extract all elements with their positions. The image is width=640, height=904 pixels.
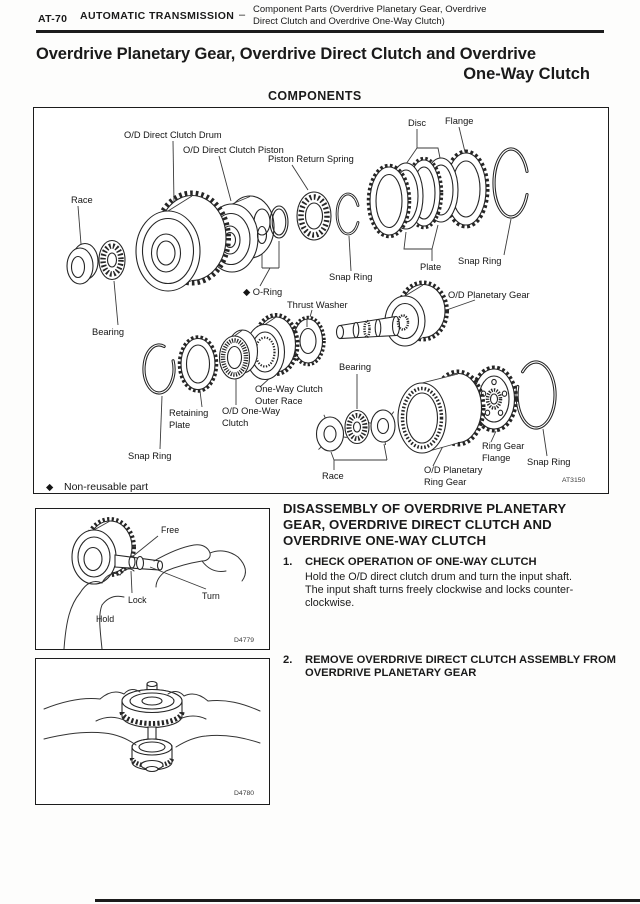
header-reference: [253, 4, 553, 28]
section-title: AUTOMATIC TRANSMISSION: [80, 10, 235, 22]
step2-title-line2: OVERDRIVE PLANETARY GEAR: [305, 666, 477, 679]
fig1-label-free: Free: [161, 525, 180, 535]
label-piston: O/D Direct Clutch Piston: [183, 145, 284, 155]
figure1-drawing: [36, 509, 269, 649]
label-race-bottom: Race: [322, 471, 344, 481]
label-plate: Plate: [420, 262, 442, 272]
label-planetary-ring-gear-2: Ring Gear: [424, 477, 467, 487]
fig1-shaft-graphic: [115, 555, 163, 570]
label-planetary-ring-gear-1: O/D Planetary: [424, 465, 483, 475]
header-divider: –: [239, 9, 246, 21]
label-od-one-way-clutch-1: O/D One-Way: [222, 406, 281, 416]
step2-title: [305, 654, 625, 680]
step1-body-line3: clockwise.: [305, 597, 355, 610]
figure-remove-clutch-assembly: [35, 658, 270, 805]
header-reference-line2: Direct Clutch and Overdrive One-Way Clutch): [253, 16, 445, 27]
page-title-line1: Overdrive Planetary Gear, Overdrive Direct Clutch and Overdrive: [36, 45, 536, 63]
fig2-code: D4780: [234, 790, 255, 797]
label-planetary-gear: O/D Planetary Gear: [448, 290, 530, 300]
label-flange: Flange: [445, 116, 474, 126]
components-heading: COMPONENTS: [268, 89, 362, 103]
label-o-ring: ◆ O-Ring: [243, 287, 283, 297]
disassembly-heading-line3: OVERDRIVE ONE-WAY CLUTCH: [283, 532, 487, 548]
part-labels: [46, 116, 586, 493]
label-bearing-bottom: Bearing: [339, 362, 372, 372]
header-reference-line1: Component Parts (Overdrive Planetary Gear, Overdrive: [253, 4, 487, 15]
step1-title: CHECK OPERATION OF ONE-WAY CLUTCH: [305, 556, 537, 568]
label-snap-ring-bl: Snap Ring: [128, 451, 172, 461]
exploded-view-drawing: [34, 108, 608, 493]
fig1-label-lock: Lock: [128, 595, 147, 605]
step2-title-line1: REMOVE OVERDRIVE DIRECT CLUTCH ASSEMBLY FROM: [305, 654, 616, 666]
bearing-top-graphic: [99, 241, 125, 280]
piston-return-spring-graphic: [297, 192, 331, 240]
header-rule: [36, 30, 604, 33]
label-ring-gear-flange-2: Flange: [482, 453, 511, 463]
fig2-lower-drum-graphic: [132, 739, 172, 772]
label-retaining-plate-2: Plate: [169, 420, 191, 430]
planetary-gear-graphic: [385, 283, 447, 347]
label-drum: O/D Direct Clutch Drum: [124, 130, 222, 140]
snap-ring-br-graphic: [517, 362, 555, 428]
disassembly-heading-line1: DISASSEMBLY OF OVERDRIVE PLANETARY: [283, 501, 567, 516]
fig1-label-hold: Hold: [96, 614, 115, 624]
label-retaining-plate-1: Retaining: [169, 408, 209, 418]
fig1-drum-graphic: [72, 519, 134, 584]
label-piston-return-spring: Piston Return Spring: [268, 154, 354, 164]
snap-ring-small-graphic: [337, 194, 358, 234]
label-race-top: Race: [71, 195, 93, 205]
label-snap-ring-small: Snap Ring: [329, 272, 373, 282]
label-thrust-washer: Thrust Washer: [287, 300, 348, 310]
label-bearing-top: Bearing: [92, 327, 125, 337]
planetary-ring-gear-graphic: [398, 372, 484, 454]
step2-number: 2.: [283, 654, 293, 666]
label-snap-ring-large: Snap Ring: [458, 256, 502, 266]
step1-body: [305, 571, 625, 611]
label-one-way-outer-race-2: Outer Race: [255, 396, 303, 406]
label-one-way-outer-race-1: One-Way Clutch: [255, 384, 323, 394]
retaining-plate-graphic: [180, 337, 217, 391]
label-od-one-way-clutch-2: Clutch: [222, 418, 249, 428]
non-reusable-diamond-icon: ◆: [46, 482, 54, 492]
fig2-upper-drum-graphic: [122, 682, 182, 728]
step1-body-line1: Hold the O/D direct clutch drum and turn the input shaft.: [305, 571, 573, 583]
race-2-graphic: [368, 410, 395, 445]
page-code: AT-70: [38, 13, 68, 25]
non-reusable-note: Non-reusable part: [64, 481, 149, 493]
figure2-drawing: [36, 659, 269, 804]
label-ring-gear-flange-1: Ring Gear: [482, 441, 525, 451]
label-disc: Disc: [408, 118, 427, 128]
race-top-graphic: [67, 244, 98, 285]
disassembly-heading: [283, 501, 618, 548]
snap-ring-large-graphic: [494, 149, 527, 217]
figure-check-one-way-clutch: [35, 508, 270, 650]
bearing-bottom-graphic: [345, 411, 369, 444]
snap-ring-bl-graphic: [144, 345, 174, 393]
page-title-line2: One-Way Clutch: [463, 65, 590, 83]
label-snap-ring-br: Snap Ring: [527, 457, 571, 467]
input-shaft-graphic: [337, 316, 409, 339]
disassembly-heading-line2: GEAR, OVERDRIVE DIRECT CLUTCH AND: [283, 516, 552, 532]
fig1-code: D4779: [234, 637, 255, 644]
race-1-graphic: [317, 415, 347, 451]
figure-code-at3150: AT3150: [562, 477, 586, 484]
page-bottom-edge: [95, 899, 640, 902]
step1-body-line2: The input shaft turns freely clockwise and locks counter-: [305, 584, 574, 597]
components-diagram: [33, 107, 609, 494]
clutch-drum-graphic: [136, 193, 229, 291]
step1-number: 1.: [283, 556, 293, 568]
fig1-label-turn: Turn: [202, 591, 220, 601]
fig1-turning-hand-graphic: [154, 545, 245, 587]
